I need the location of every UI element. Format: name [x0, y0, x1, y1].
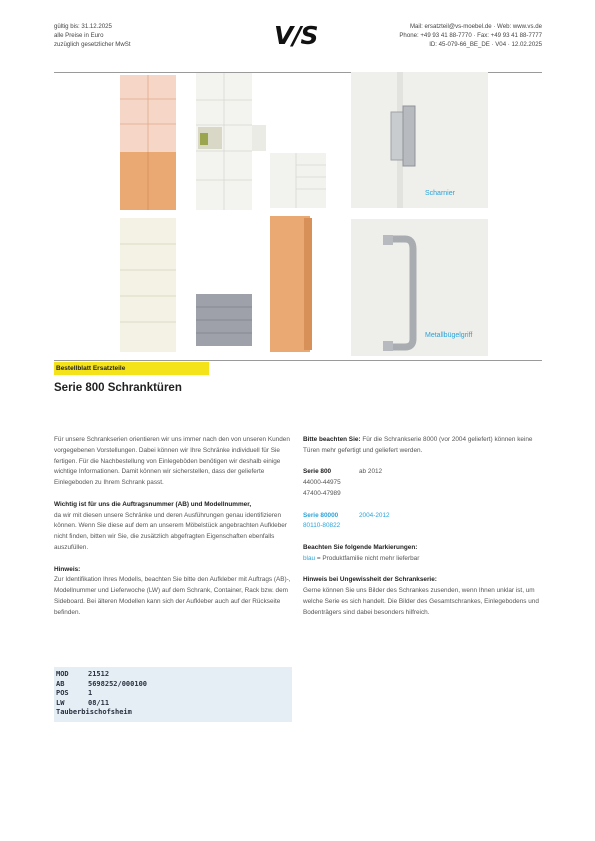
contact-mail-web: Mail: ersatzteil@vs-moebel.de · Web: www.vs.de: [409, 23, 542, 30]
note-text: Für die Schrankserie 8000 (vor 2004 geliefert) können keine Türen mehr gefertigt und geliefert werden.: [303, 436, 533, 454]
sticker-value: 1: [88, 689, 93, 698]
marking-blue-label: blau: [303, 554, 316, 562]
handle-label: Metallbügelgriff: [425, 332, 473, 339]
hinge-label: Scharnier: [425, 190, 455, 197]
validity-info: [54, 22, 131, 49]
cabinet-set-photo-2: [118, 214, 348, 354]
series-entry: [303, 511, 543, 533]
contact-phone-fax: Phone: +49 93 41 88-7770 · Fax: +49 93 41 88-7777: [399, 32, 542, 39]
series-period: 2004-2012: [359, 511, 390, 519]
uncertainty-heading: Hinweis bei Ungewissheit der Schrankserie:: [303, 576, 437, 584]
tax-line: zuzüglich gesetzlicher MwSt: [54, 41, 131, 48]
sticker-key: AB: [56, 679, 65, 688]
note-paragraph: [303, 435, 543, 457]
series-name: Serie 800: [303, 468, 332, 476]
sticker-key: MOD: [56, 670, 69, 678]
vs-logo: V/S: [274, 21, 318, 50]
important-heading: Wichtig ist für uns die Auftragsnummer (AB) und Modellnummer,: [54, 500, 252, 508]
hinge-icon: [351, 72, 488, 208]
validity-line: gültig bis: 31.12.2025: [54, 23, 112, 30]
marking-blue-text: = Produktfamilie nicht mehr lieferbar: [315, 554, 420, 562]
hinge-photo: [351, 72, 488, 208]
note-heading: Bitte beachten Sie:: [303, 436, 361, 443]
sticker-value: 5698252/000100: [88, 679, 148, 688]
sticker-value: 21512: [88, 670, 110, 678]
series-name: Serie 80000: [303, 511, 339, 519]
sticker-value: 08/11: [88, 698, 110, 707]
series-entry: [303, 467, 543, 499]
cabinet-set-photo: [118, 73, 348, 213]
sticker-place: Tauberbischofsheim: [56, 708, 132, 717]
intro-text: Für unsere Schrankserien orientieren wir uns immer nach den von unseren Kunden vorgegebenen Vorstellungen. Dabei können wir Ihre Schränke individuell für Sie fertigen. Für die Nachbestellung von Einlegeböden benötigen wir deshalb einige wichtige Informationen. Damit können wir sicherstellen, dass der gelieferte Einlegeboden zu Ihrem Schrank passt.: [54, 436, 290, 487]
series-range: 44000-44975: [303, 479, 341, 487]
series-range: 80110-80822: [303, 522, 341, 530]
markings-heading: Beachten Sie folgende Markierungen:: [303, 543, 418, 551]
photo-divider: [54, 360, 542, 361]
series-range: 47400-47989: [303, 489, 341, 497]
label-sticker: [54, 667, 292, 722]
contact-info: [399, 22, 542, 49]
section-band: Bestellblatt Ersatzteile: [54, 362, 209, 375]
markings-legend: [303, 554, 543, 565]
document-id: ID: 45-079-66_BE_DE · V04 · 12.02.2025: [429, 41, 542, 48]
page-title: Serie 800 Schranktüren: [54, 382, 182, 394]
right-column: [303, 435, 543, 629]
sticker-key: LW: [56, 698, 65, 707]
hint-text: Zur Identifikation Ihres Modells, beachten Sie bitte den Aufkleber mit Auftrags (AB)-, Modellnummer und Lieferwoche (LW) auf dem Schrank, Container, Rack bzw. dem Sideboard. Bei älteren Modellen kann sich der Aufkleber auch auf der Rückseite befinden.: [54, 576, 291, 616]
left-column: [54, 435, 294, 629]
uncertainty-text: Gerne können Sie uns Bilder des Schrankes zusenden, wenn Ihnen unklar ist, um welche Serie es sich handelt. Die Bilder des Gesamtschrankes, Einlegebodens und Bodenträgers sind dabei besonders hilfreich.: [303, 587, 539, 616]
important-text: da wir mit diesen unsere Schränke und deren Ausführungen genau identifizieren können. Wenn Sie diese auf dem an unserem Möbelstück angebrachten Aufkleber nicht finden, bitten wir Sie, die zusätzlich abgefragten Eigenschaften ebenfalls auszufüllen.: [54, 511, 287, 551]
sticker-key: POS: [56, 689, 69, 698]
currency-line: alle Preise in Euro: [54, 32, 104, 39]
series-period: ab 2012: [359, 468, 383, 476]
hint-heading: Hinweis:: [54, 565, 81, 573]
